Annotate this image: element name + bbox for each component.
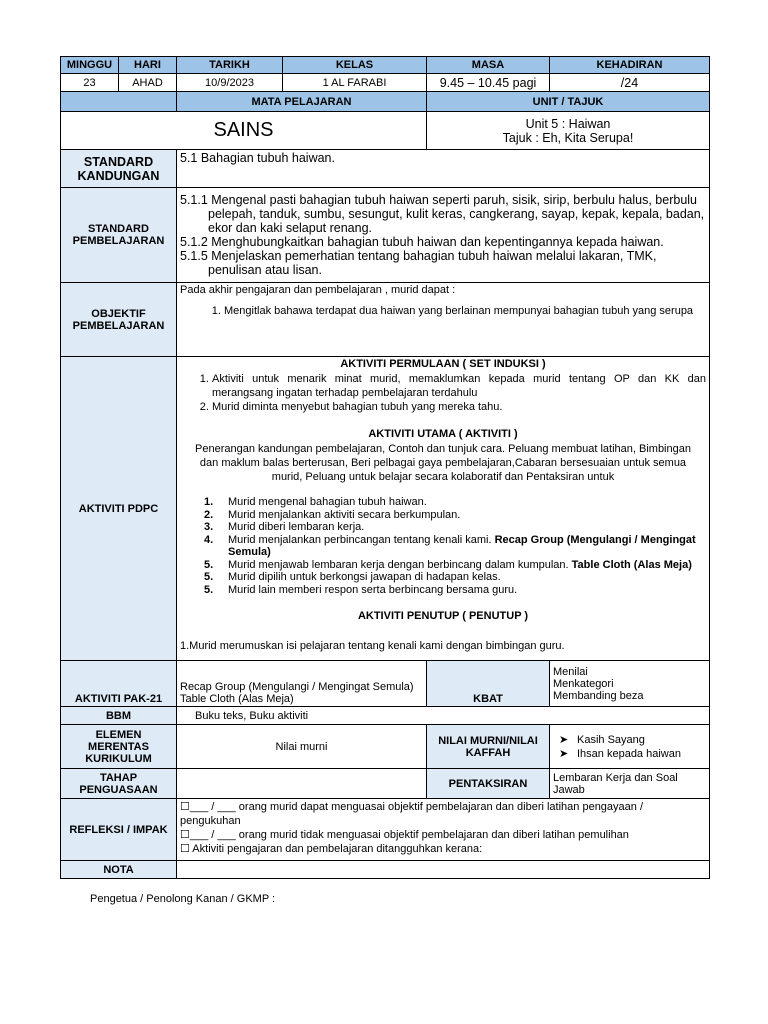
minggu-header: MINGGU bbox=[61, 57, 119, 74]
bbm-label: BBM bbox=[61, 707, 177, 725]
standard-kandungan-value: 5.1 Bahagian tubuh haiwan. bbox=[177, 150, 710, 188]
refleksi-line: ☐ Aktiviti pengajaran dan pembelajaran ditangguhkan kerana: bbox=[180, 843, 483, 855]
list-item bbox=[180, 559, 706, 572]
utama-paragraph: Penerangan kandungan pembelajaran, Contoh dan tunjuk cara. Peluang membuat latihan, Bimbingan dan maklum balas berterusan, Beri pelbagai gaya pembelajaran,Cabaran bersesuaian untuk semua murid, Peluang untuk belajar secara kolaboratif dan Pentaksiran untuk bbox=[195, 443, 691, 483]
tajuk-text: Tajuk : Eh, Kita Serupa! bbox=[502, 130, 634, 145]
step-number: 1. bbox=[204, 496, 214, 508]
minggu-value: 23 bbox=[61, 74, 119, 92]
tahap-value bbox=[177, 769, 427, 799]
list-item: 1. Aktiviti untuk menarik minat murid, memaklumkan kepada murid tentang OP dan KK dan merangsang ingatan terhadap pembelajaran terdahulu bbox=[212, 372, 706, 400]
step-pak21-tag: Table Cloth (Alas Meja) bbox=[571, 558, 692, 571]
aktiviti-label: AKTIVITI PDPC bbox=[61, 357, 177, 661]
list-item: 5.1.5 Menjelaskan pemerhatian tentang bahagian tubuh haiwan melalui lakaran, TMK, penulisan atau lisan. bbox=[180, 249, 657, 277]
step-pak21-tag: Recap Group (Mengulangi / Mengingat Semula) bbox=[228, 533, 696, 558]
kbat-label: KBAT bbox=[427, 661, 550, 707]
footer-signature-line: Pengetua / Penolong Kanan / GKMP : bbox=[90, 893, 276, 905]
pak21-line2: Table Cloth (Alas Meja) bbox=[180, 693, 294, 705]
refleksi-value bbox=[177, 799, 710, 861]
masa-value: 9.45 – 10.45 pagi bbox=[427, 74, 550, 92]
standard-kandungan-label: STANDARD KANDUNGAN bbox=[61, 150, 177, 188]
list-item: 1. Mengitlak bahawa terdapat dua haiwan yang berlainan mempunyai bahagian tubuh yang serupa bbox=[224, 304, 706, 318]
tahap-label: TAHAP PENGUASAAN bbox=[61, 769, 177, 799]
list-item: ➤ Ihsan kepada haiwan bbox=[559, 747, 681, 760]
refleksi-label: REFLEKSI / IMPAK bbox=[61, 799, 177, 861]
refleksi-line: ☐___ / ___ orang murid dapat menguasai objektif pembelajaran dan diberi latihan pengayaan / pengukuhan bbox=[180, 801, 644, 827]
list-item bbox=[180, 496, 706, 509]
mata-pelajaran-header: MATA PELAJARAN bbox=[177, 92, 427, 112]
penutup-text: 1.Murid merumuskan isi pelajaran tentang kenali kami dengan bimbingan guru. bbox=[180, 640, 565, 652]
nilai-murni-list bbox=[553, 733, 706, 761]
permulaan-title: AKTIVITI PERMULAAN ( SET INDUKSI ) bbox=[340, 358, 546, 370]
kbat-item: Menilai bbox=[553, 665, 588, 678]
bbm-value: Buku teks, Buku aktiviti bbox=[177, 707, 710, 725]
emk-value: Nilai murni bbox=[177, 725, 427, 769]
pak21-line1: Recap Group (Mengulangi / Mengingat Semula) bbox=[180, 681, 414, 693]
refleksi-line: ☐___ / ___ orang murid tidak menguasai objektif pembelajaran dan diberi latihan pemulihan bbox=[180, 829, 629, 841]
standard-pembelajaran-label: STANDARD PEMBELAJARAN bbox=[61, 188, 177, 283]
tarikh-value: 10/9/2023 bbox=[177, 74, 283, 92]
pentaksiran-label: PENTAKSIRAN bbox=[427, 769, 550, 799]
masa-header: MASA bbox=[427, 57, 550, 74]
list-item bbox=[180, 521, 706, 534]
nilai-murni-value bbox=[550, 725, 710, 769]
list-item bbox=[180, 584, 706, 597]
step-number: 5. bbox=[204, 571, 214, 583]
step-number: 5. bbox=[204, 558, 214, 571]
penutup-title: AKTIVITI PENUTUP ( PENUTUP ) bbox=[357, 610, 529, 622]
step-number: 2. bbox=[204, 508, 214, 521]
unit-tajuk-value bbox=[427, 112, 710, 150]
standard-pembelajaran-value bbox=[177, 188, 710, 283]
step-text: Murid menjalankan aktiviti secara berkumpulan. bbox=[228, 508, 461, 521]
aktiviti-value bbox=[177, 357, 710, 661]
kbat-item: Membanding beza bbox=[553, 689, 644, 702]
objektif-list bbox=[180, 304, 706, 318]
kehadiran-value: /24 bbox=[550, 74, 710, 92]
list-item bbox=[180, 534, 706, 559]
lesson-plan-table bbox=[60, 56, 710, 879]
tarikh-header: TARIKH bbox=[177, 57, 283, 74]
step-text: Murid diberi lembaran kerja. bbox=[228, 521, 365, 533]
unit-text: Unit 5 : Haiwan bbox=[525, 116, 611, 131]
standard-pembelajaran-list bbox=[180, 193, 706, 277]
step-text: Murid mengenal bahagian tubuh haiwan. bbox=[228, 496, 427, 508]
nilai-murni-label: NILAI MURNI/NILAI KAFFAH bbox=[427, 725, 550, 769]
list-item bbox=[180, 571, 706, 584]
step-text: Murid menjalankan perbincangan tentang kenali kami. bbox=[228, 533, 495, 546]
utama-steps bbox=[180, 496, 706, 596]
pak21-label: AKTIVITI PAK-21 bbox=[61, 661, 177, 707]
objektif-label: OBJEKTIF PEMBELAJARAN bbox=[61, 283, 177, 357]
list-item: 5.1.1 Mengenal pasti bahagian tubuh haiwan seperti paruh, sisik, sirip, berbulu halus, berbulu pelepah, tanduk, sumbu, sesungut, kulit keras, cangkerang, sayap, kepak, kepala, badan, ekor dan kaki selaput renang. bbox=[180, 193, 705, 235]
unit-tajuk-header: UNIT / TAJUK bbox=[427, 92, 710, 112]
arrow-bullet-icon: ➤ bbox=[559, 747, 569, 760]
hari-value: AHAD bbox=[119, 74, 177, 92]
list-item: 5.1.2 Menghubungkaitkan bahagian tubuh haiwan dan kepentingannya kepada haiwan. bbox=[180, 235, 664, 249]
step-number: 4. bbox=[204, 533, 214, 546]
list-item: ➤ Kasih Sayang bbox=[559, 733, 645, 746]
step-text: Murid menjawab lembaran kerja dengan berbincang dalam kumpulan. bbox=[228, 558, 572, 571]
hari-header: HARI bbox=[119, 57, 177, 74]
objektif-intro: Pada akhir pengajaran dan pembelajaran , murid dapat : bbox=[180, 284, 456, 296]
kelas-header: KELAS bbox=[283, 57, 427, 74]
nota-value bbox=[177, 861, 710, 879]
list-item: 2. Murid diminta menyebut bahagian tubuh yang mereka tahu. bbox=[212, 400, 706, 414]
arrow-bullet-icon: ➤ bbox=[559, 733, 569, 746]
kbat-item: Menkategori bbox=[553, 677, 614, 690]
utama-title: AKTIVITI UTAMA ( AKTIVITI ) bbox=[368, 428, 518, 440]
pentaksiran-value: Lembaran Kerja dan Soal Jawab bbox=[550, 769, 710, 799]
permulaan-list bbox=[180, 372, 706, 414]
pak21-value bbox=[177, 661, 427, 707]
step-number: 3. bbox=[204, 521, 214, 533]
kehadiran-header: KEHADIRAN bbox=[550, 57, 710, 74]
step-number: 5. bbox=[204, 583, 214, 596]
kbat-value bbox=[550, 661, 710, 707]
emk-label: ELEMEN MERENTAS KURIKULUM bbox=[61, 725, 177, 769]
nota-label: NOTA bbox=[61, 861, 177, 879]
list-item bbox=[180, 509, 706, 522]
step-text: Murid lain memberi respon serta berbincang bersama guru. bbox=[228, 583, 518, 596]
objektif-value bbox=[177, 283, 710, 357]
step-text: Murid dipilih untuk berkongsi jawapan di hadapan kelas. bbox=[228, 571, 501, 583]
subject-name: SAINS bbox=[61, 112, 427, 150]
kelas-value: 1 AL FARABI bbox=[283, 74, 427, 92]
